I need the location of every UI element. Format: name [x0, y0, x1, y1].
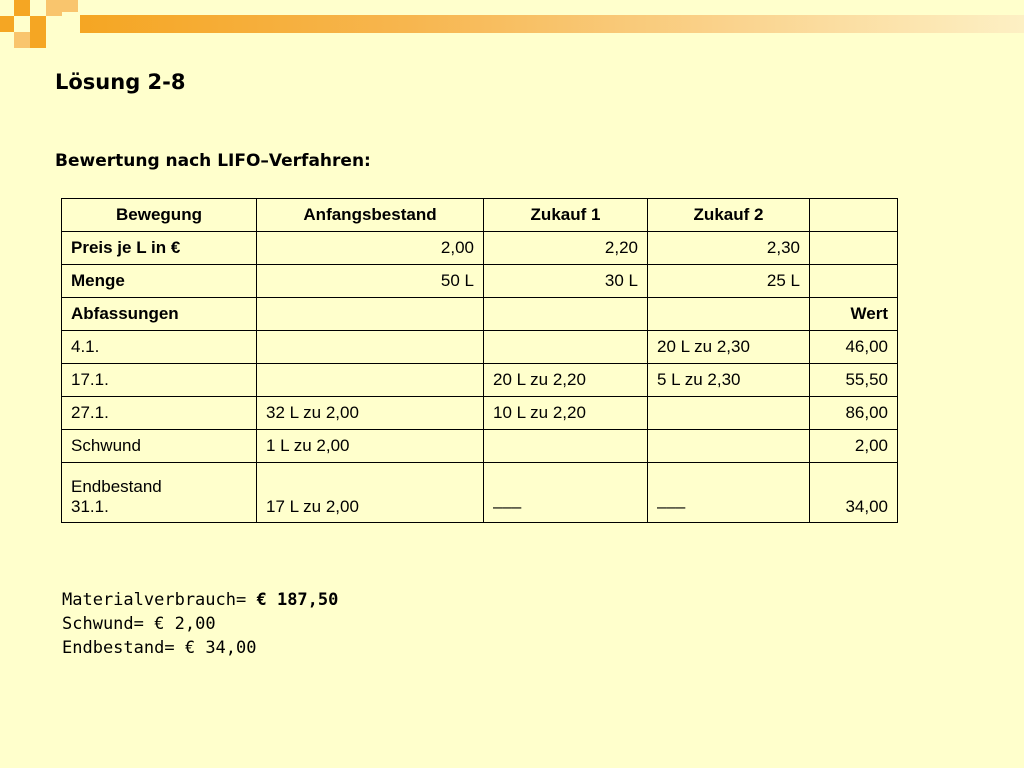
table-cell: 50 L	[257, 265, 484, 298]
table-cell: 1 L zu 2,00	[257, 430, 484, 463]
value-cell: 34,00	[810, 463, 898, 523]
date-cell: 17.1.	[62, 364, 257, 397]
summary-label: Schwund=	[62, 614, 144, 634]
row-label	[62, 463, 257, 523]
table-cell	[484, 298, 648, 331]
closing-stock-row	[62, 463, 898, 523]
decor-square	[62, 0, 78, 12]
value-cell: 86,00	[810, 397, 898, 430]
decor-square	[14, 32, 30, 48]
value-cell: 46,00	[810, 331, 898, 364]
value-cell: 2,00	[810, 430, 898, 463]
table-row	[62, 331, 898, 364]
table-cell	[257, 331, 484, 364]
summary-value: € 187,50	[256, 590, 339, 610]
summary-label: Endbestand=	[62, 638, 175, 658]
row-label: Abfassungen	[62, 298, 257, 331]
summary-line-endbestand	[62, 636, 338, 660]
quantity-row	[62, 265, 898, 298]
row-label: Menge	[62, 265, 257, 298]
header-cell: Anfangsbestand	[257, 199, 484, 232]
header-cell	[810, 199, 898, 232]
table-cell: 32 L zu 2,00	[257, 397, 484, 430]
table-cell: 30 L	[484, 265, 648, 298]
value-column-label: Wert	[810, 298, 898, 331]
date-cell: Schwund	[62, 430, 257, 463]
decor-square	[30, 16, 46, 32]
summary-value: € 34,00	[184, 638, 257, 658]
table-cell	[484, 331, 648, 364]
table-row	[62, 364, 898, 397]
decorative-header-band	[0, 0, 1024, 48]
value-cell: 55,50	[810, 364, 898, 397]
table-cell	[810, 232, 898, 265]
header-cell: Zukauf 2	[648, 199, 810, 232]
table-cell: 20 L zu 2,30	[648, 331, 810, 364]
closing-stock-label: Endbestand	[71, 477, 162, 496]
table-cell: –––	[648, 463, 810, 523]
table-cell	[257, 298, 484, 331]
summary-value: € 2,00	[154, 614, 216, 634]
table-cell: 25 L	[648, 265, 810, 298]
table-cell	[484, 430, 648, 463]
table-row	[62, 397, 898, 430]
table-cell	[648, 430, 810, 463]
table-cell	[257, 364, 484, 397]
slide-subtitle: Bewertung nach LIFO–Verfahren:	[55, 151, 371, 171]
table-cell: 5 L zu 2,30	[648, 364, 810, 397]
table-cell	[810, 265, 898, 298]
table-row	[62, 430, 898, 463]
lifo-valuation-table	[61, 198, 898, 523]
table-cell: 2,20	[484, 232, 648, 265]
slide-title: Lösung 2-8	[55, 70, 186, 94]
table-cell: 20 L zu 2,20	[484, 364, 648, 397]
summary-label: Materialverbrauch=	[62, 590, 247, 610]
decor-square	[46, 0, 62, 16]
decor-square	[30, 32, 46, 48]
table-cell: 2,00	[257, 232, 484, 265]
table-cell: 17 L zu 2,00	[257, 463, 484, 523]
summary-line-schwund	[62, 612, 338, 636]
closing-stock-date: 31.1.	[71, 497, 109, 516]
table-header-row	[62, 199, 898, 232]
decor-square	[14, 0, 30, 16]
decor-gradient-strip	[80, 15, 1024, 33]
row-label: Preis je L in €	[62, 232, 257, 265]
date-cell: 27.1.	[62, 397, 257, 430]
table-cell: 10 L zu 2,20	[484, 397, 648, 430]
table-cell	[648, 397, 810, 430]
header-cell: Bewegung	[62, 199, 257, 232]
price-row	[62, 232, 898, 265]
summary-line-materialverbrauch	[62, 588, 338, 612]
table-cell: 2,30	[648, 232, 810, 265]
withdrawals-header-row	[62, 298, 898, 331]
table-cell: –––	[484, 463, 648, 523]
table-cell	[648, 298, 810, 331]
decor-square	[0, 16, 14, 32]
header-cell: Zukauf 1	[484, 199, 648, 232]
date-cell: 4.1.	[62, 331, 257, 364]
summary-block	[62, 588, 338, 660]
